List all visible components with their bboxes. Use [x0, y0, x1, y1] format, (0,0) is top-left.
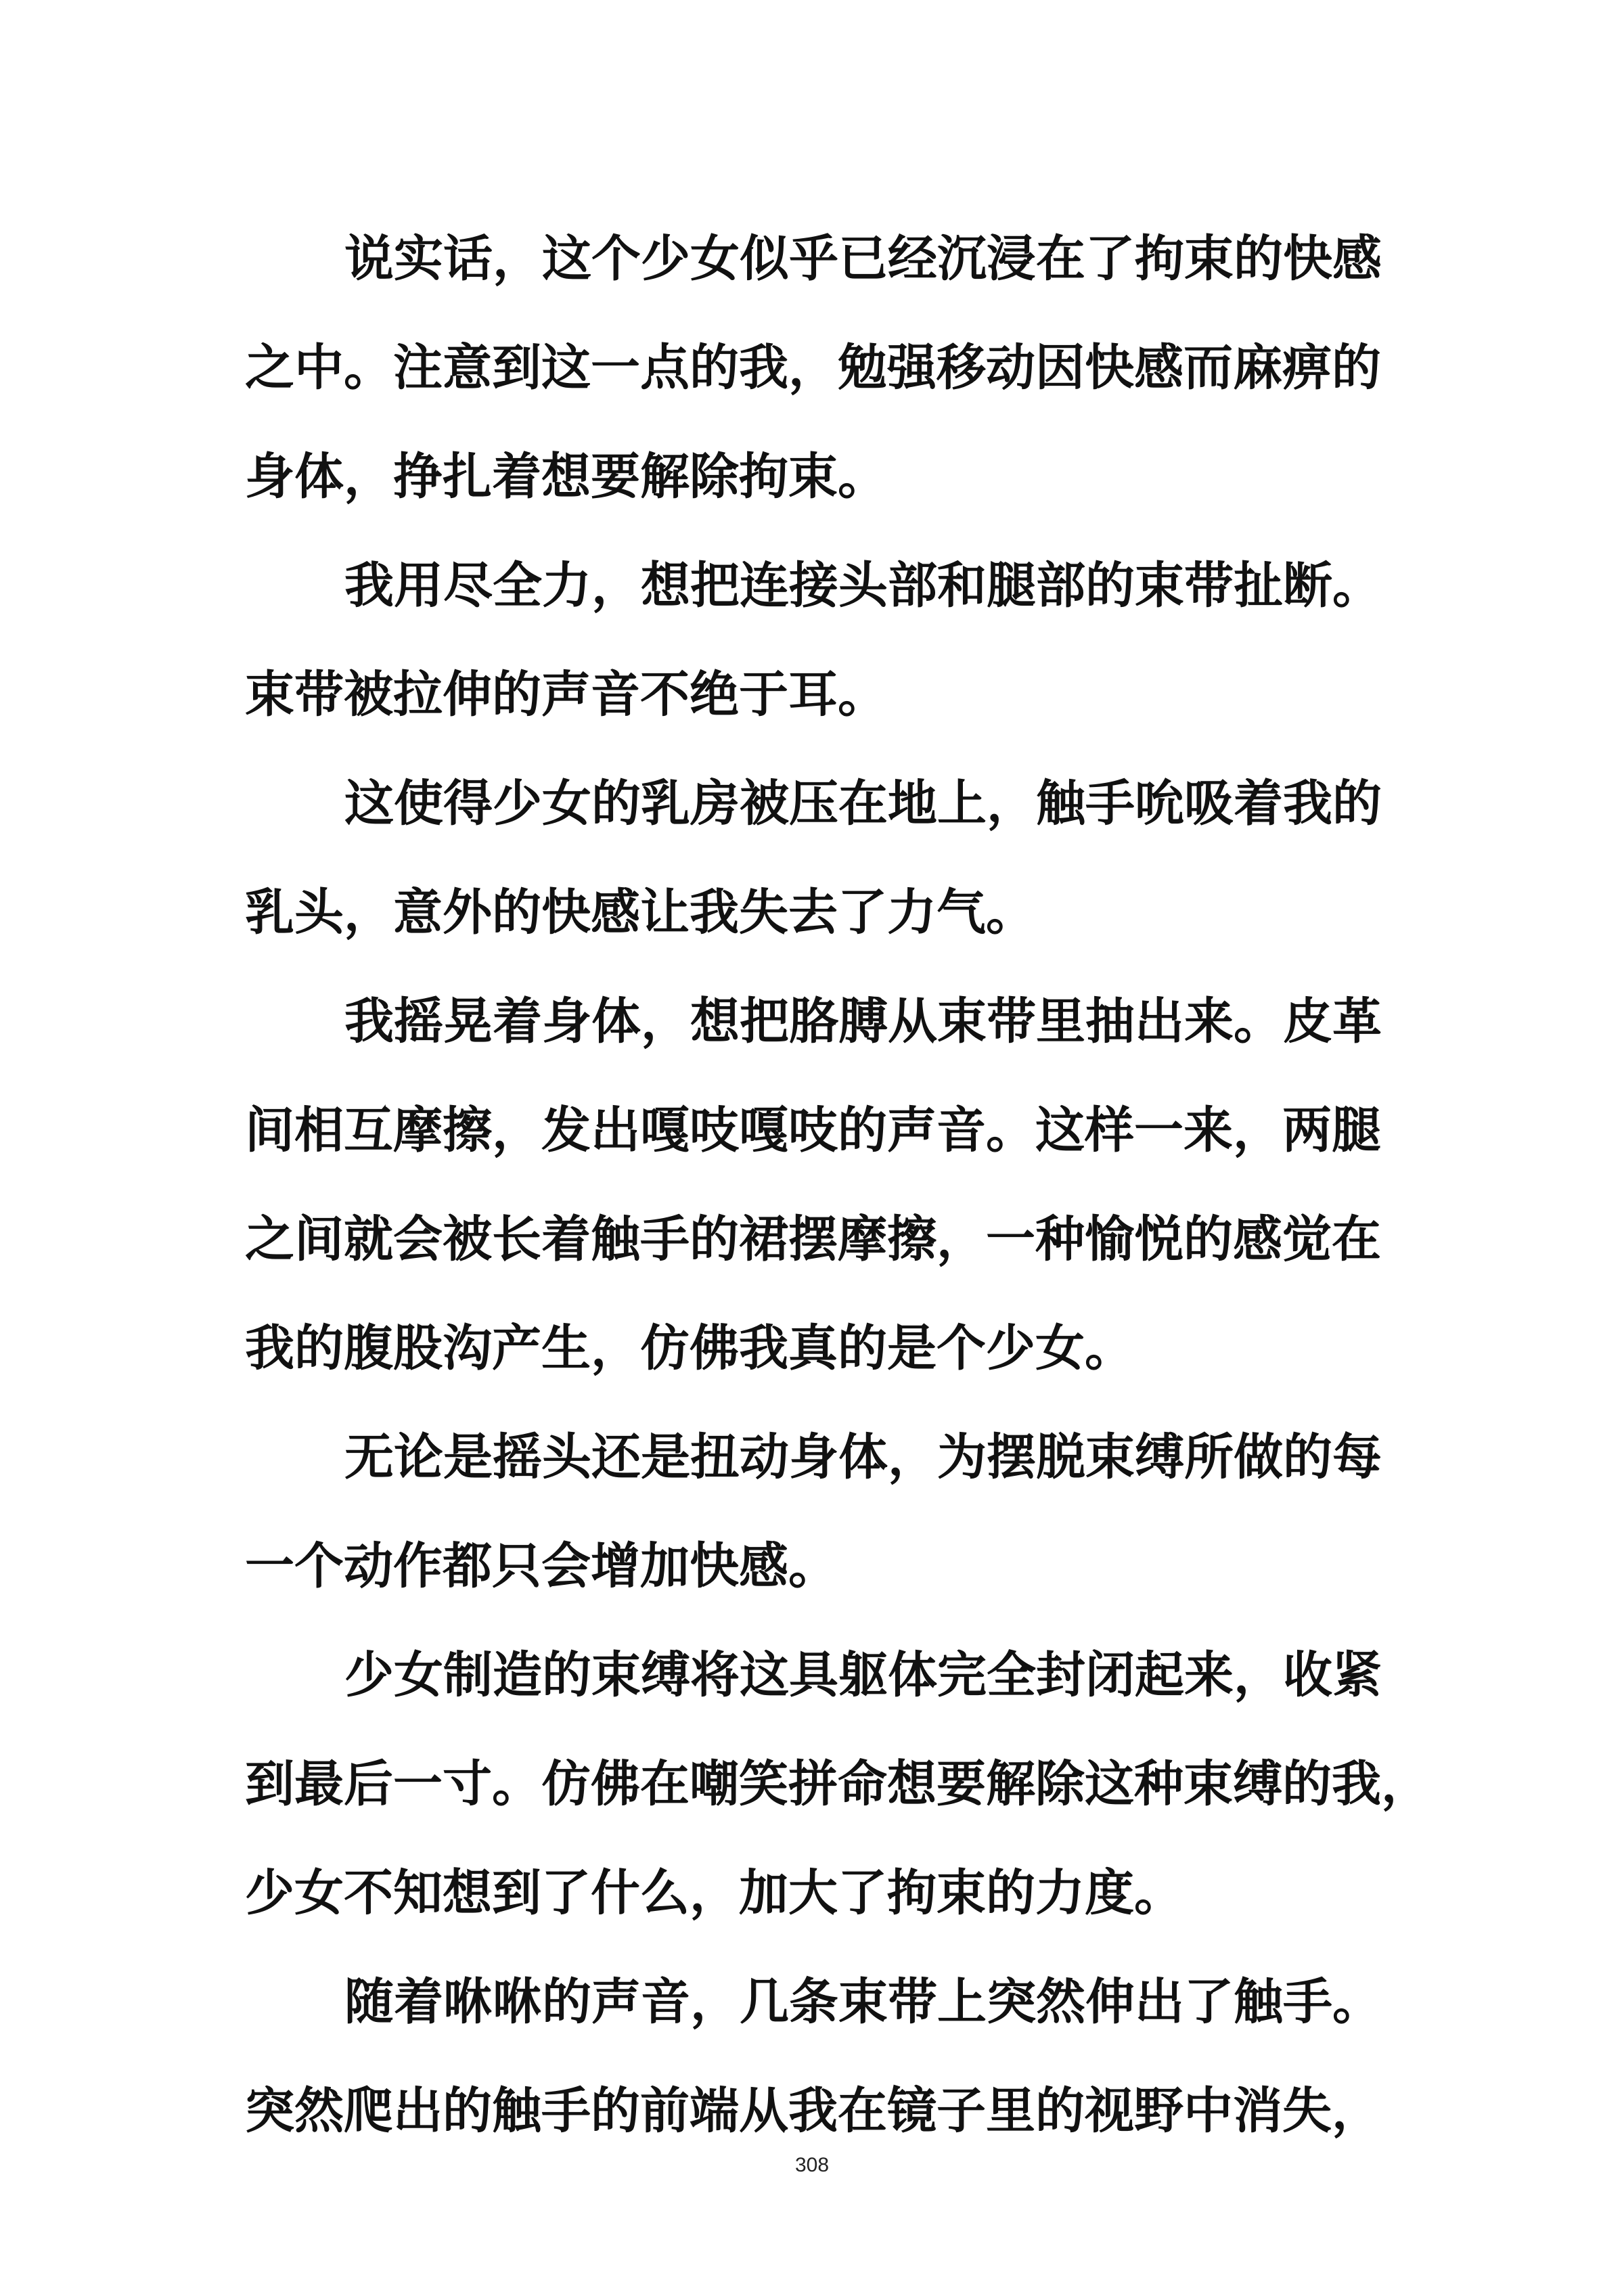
text-line: 我摇晃着身体，想把胳膊从束带里抽出来。皮革	[344, 992, 1382, 1050]
text-line: 乳头，意外的快感让我失去了力气。	[245, 883, 1035, 941]
text-line: 无论是摇头还是扭动身体，为摆脱束缚所做的每	[344, 1428, 1382, 1486]
text-line: 说实话，这个少女似乎已经沉浸在了拘束的快感	[344, 229, 1382, 288]
paragraph	[245, 967, 1395, 1403]
body-text	[245, 204, 1430, 2165]
text-line: 少女不知想到了什么，加大了拘束的力度。	[245, 1864, 1183, 1922]
paragraph	[245, 1403, 1395, 1621]
text-line: 我用尽全力，想把连接头部和腿部的束带扯断。	[344, 556, 1382, 614]
paragraph	[245, 204, 1395, 531]
text-line: 这使得少女的乳房被压在地上，触手吮吸着我的	[344, 774, 1382, 832]
paragraph	[245, 1948, 1395, 2165]
paragraph	[245, 1621, 1430, 1948]
text-line: 身体，挣扎着想要解除拘束。	[245, 447, 887, 505]
text-line: 一个动作都只会增加快感。	[245, 1537, 838, 1595]
text-line: 到最后一寸。仿佛在嘲笑拼命想要解除这种束缚的我，	[245, 1755, 1430, 1813]
text-line: 我的腹股沟产生，仿佛我真的是个少女。	[245, 1319, 1134, 1377]
text-line: 间相互摩擦，发出嘎吱嘎吱的声音。这样一来，两腿	[245, 1101, 1381, 1159]
text-line: 少女制造的束缚将这具躯体完全封闭起来，收紧	[344, 1646, 1382, 1704]
page-number: 308	[794, 2154, 830, 2176]
text-line: 突然爬出的触手的前端从我在镜子里的视野中消失，	[245, 2081, 1381, 2140]
text-line: 束带被拉伸的声音不绝于耳。	[245, 665, 887, 723]
text-line: 之间就会被长着触手的裙摆摩擦，一种愉悦的感觉在	[245, 1210, 1381, 1268]
paragraph	[245, 749, 1395, 967]
text-line: 随着咻咻的声音，几条束带上突然伸出了触手。	[344, 1973, 1382, 2031]
paragraph	[245, 531, 1395, 749]
text-line: 之中。注意到这一点的我，勉强移动因快感而麻痹的	[245, 338, 1381, 397]
